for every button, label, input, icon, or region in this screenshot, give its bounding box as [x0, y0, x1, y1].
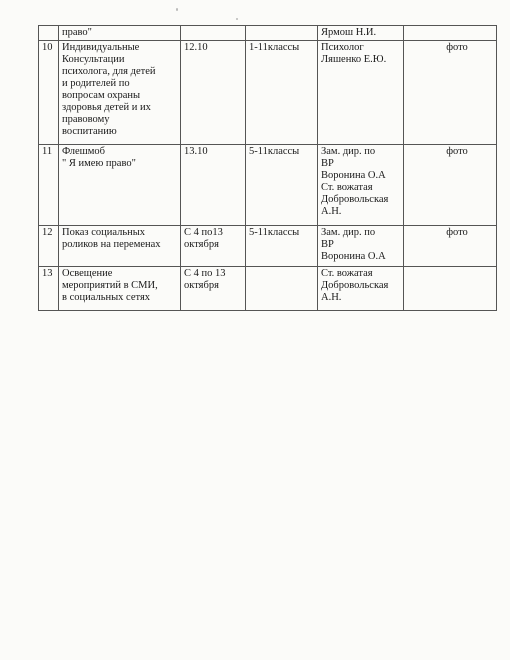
row-number: 10 — [39, 41, 59, 145]
event-photo — [404, 26, 497, 41]
event-photo — [404, 267, 497, 311]
scan-speck — [176, 8, 178, 11]
event-classes: 5-11классы — [246, 145, 318, 226]
event-name: Флешмоб " Я имею право" — [59, 145, 181, 226]
table-row — [39, 145, 497, 226]
event-date: 12.10 — [181, 41, 246, 145]
event-date: С 4 по13 октября — [181, 226, 246, 267]
event-classes — [246, 267, 318, 311]
row-number: 12 — [39, 226, 59, 267]
event-date: С 4 по 13 октября — [181, 267, 246, 311]
row-number: 11 — [39, 145, 59, 226]
scan-speck — [236, 18, 238, 20]
event-classes: 1-11классы — [246, 41, 318, 145]
event-name: право" — [59, 26, 181, 41]
event-name: Показ социальных роликов на переменах — [59, 226, 181, 267]
event-name: Индивидуальные Консультации психолога, для детей и родителей по вопросам охраны здоровья детей и их правовому воспитанию — [59, 41, 181, 145]
event-responsible: Ст. вожатая Добровольская А.Н. — [318, 267, 404, 311]
event-date: 13.10 — [181, 145, 246, 226]
event-photo — [404, 41, 497, 145]
row-number: 13 — [39, 267, 59, 311]
event-photo — [404, 226, 497, 267]
event-classes: 5-11классы — [246, 226, 318, 267]
row-number — [39, 26, 59, 41]
event-responsible: Ярмош Н.И. — [318, 26, 404, 41]
event-photo — [404, 145, 497, 226]
photo-label: фото — [446, 227, 468, 238]
event-classes — [246, 26, 318, 41]
table-row — [39, 226, 497, 267]
event-name: Освещение мероприятий в СМИ, в социальных сетях — [59, 267, 181, 311]
events-table — [38, 25, 497, 311]
table-row — [39, 26, 497, 41]
event-date — [181, 26, 246, 41]
event-responsible: Психолог Ляшенко Е.Ю. — [318, 41, 404, 145]
event-responsible: Зам. дир. по ВР Воронина О.А — [318, 226, 404, 267]
table-row — [39, 41, 497, 145]
photo-label: фото — [446, 42, 468, 53]
table-row — [39, 267, 497, 311]
photo-label: фото — [446, 146, 468, 157]
event-responsible: Зам. дир. по ВР Воронина О.А Ст. вожатая Добровольская А.Н. — [318, 145, 404, 226]
